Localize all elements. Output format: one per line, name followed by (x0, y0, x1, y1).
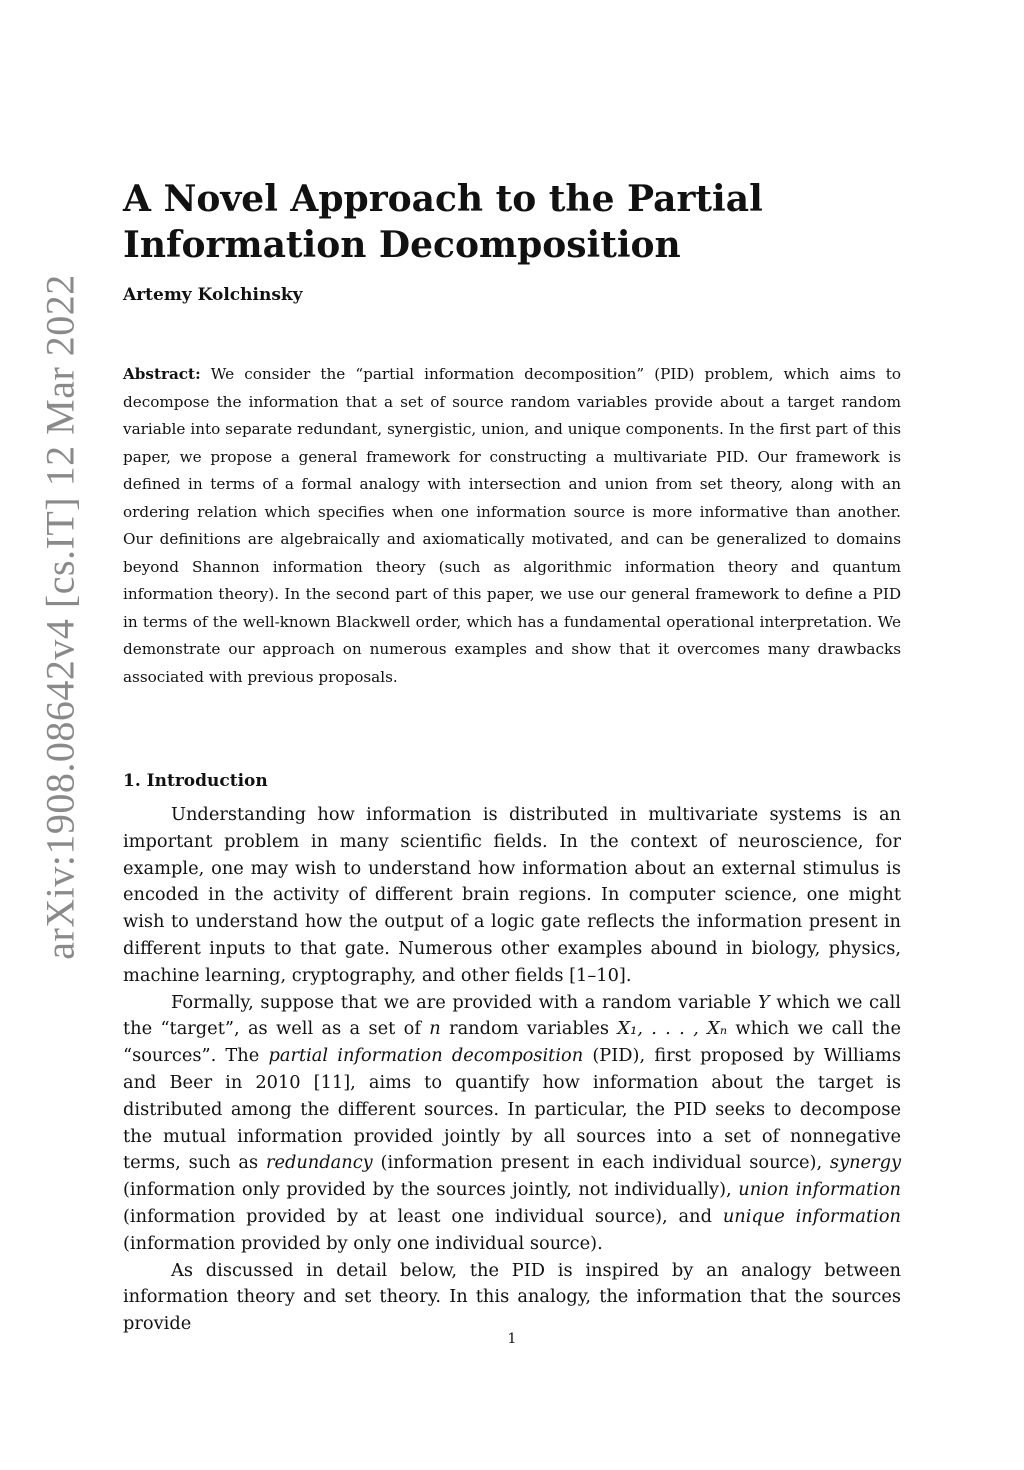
paragraph-2 (123, 990, 901, 1258)
term-redundancy: redundancy (265, 1152, 373, 1174)
p2-text-8: (information provided by at least one individual source), and (123, 1205, 723, 1227)
abstract-text: We consider the “partial information decomposition” (PID) problem, which aims to decompose the information that a set of source random variables provide about a target random variable into separate redundant, synergistic, union, and unique components. In the first part of this paper, we propose a general framework for constructing a multivariate PID. Our framework is defined in terms of a formal analogy with intersection and union from set theory, along with an ordering relation which specifies when one information source is more informative than another. Our definitions are algebraically and axiomatically motivated, and can be generalized to domains beyond Shannon information theory (such as algorithmic information theory and quantum information theory). In the second part of this paper, we use our general framework to define a PID in terms of the well-known Blackwell order, which has a fundamental operational interpretation. We demonstrate our approach on numerous examples and show that it overcomes many drawbacks associated with previous proposals. (123, 365, 901, 686)
p2-text-5: (PID), first proposed by Williams and Beer in 2010 [11], aims to quantify how information about the target is distributed among the different sources. In particular, the PID seeks to decompose the mutual information provided jointly by all sources into a set of nonnegative terms, such as (123, 1045, 901, 1174)
p2-text-2: which we call the “target”, as well as a set of (123, 991, 901, 1040)
p2-text-3: random variables (440, 1018, 618, 1040)
variables-x: X₁, . . . , Xₙ (617, 1018, 728, 1040)
section-heading-introduction: 1. Introduction (123, 771, 268, 791)
p2-text-9: (information provided by only one individual source). (123, 1232, 603, 1254)
paragraph-3: As discussed in detail below, the PID is inspired by an analogy between information theory and set theory. In this analogy, the information that the sources provide (123, 1259, 901, 1335)
paragraph-1: Understanding how information is distributed in multivariate systems is an important problem in many scientific fields. In the context of neuroscience, for example, one may wish to understand how information about an external stimulus is encoded in the activity of different brain regions. In computer science, one might wish to understand how the output of a logic gate reflects the information present in different inputs to that gate. Numerous other examples abound in biology, physics, machine learning, cryptography, and other fields [1–10]. (123, 804, 901, 986)
arxiv-identifier-stamp[interactable]: arXiv:1908.08642v4 [cs.IT] 12 Mar 2022 (37, 274, 83, 960)
paper-title: A Novel Approach to the Partial Information Decomposition (123, 178, 763, 266)
variable-n: n (429, 1018, 441, 1040)
term-pid: partial information decomposition (268, 1045, 584, 1067)
term-synergy: synergy (829, 1152, 901, 1174)
author-name: Artemy Kolchinsky (123, 285, 303, 305)
p2-text-7: (information only provided by the sources jointly, not individually), (123, 1179, 739, 1201)
abstract (123, 361, 901, 691)
abstract-label: Abstract: (123, 365, 201, 383)
p2-text-6: (information present in each individual source), (372, 1152, 830, 1174)
term-union-information: union information (738, 1179, 901, 1201)
p2-text-4: which we call the “sources”. The (123, 1018, 901, 1067)
page-number: 1 (507, 1331, 517, 1347)
introduction-body (123, 802, 901, 1338)
p2-text-1: Formally, suppose that we are provided with a random variable (171, 991, 758, 1013)
variable-y: Y (757, 991, 770, 1013)
term-unique-information: unique information (722, 1205, 901, 1227)
